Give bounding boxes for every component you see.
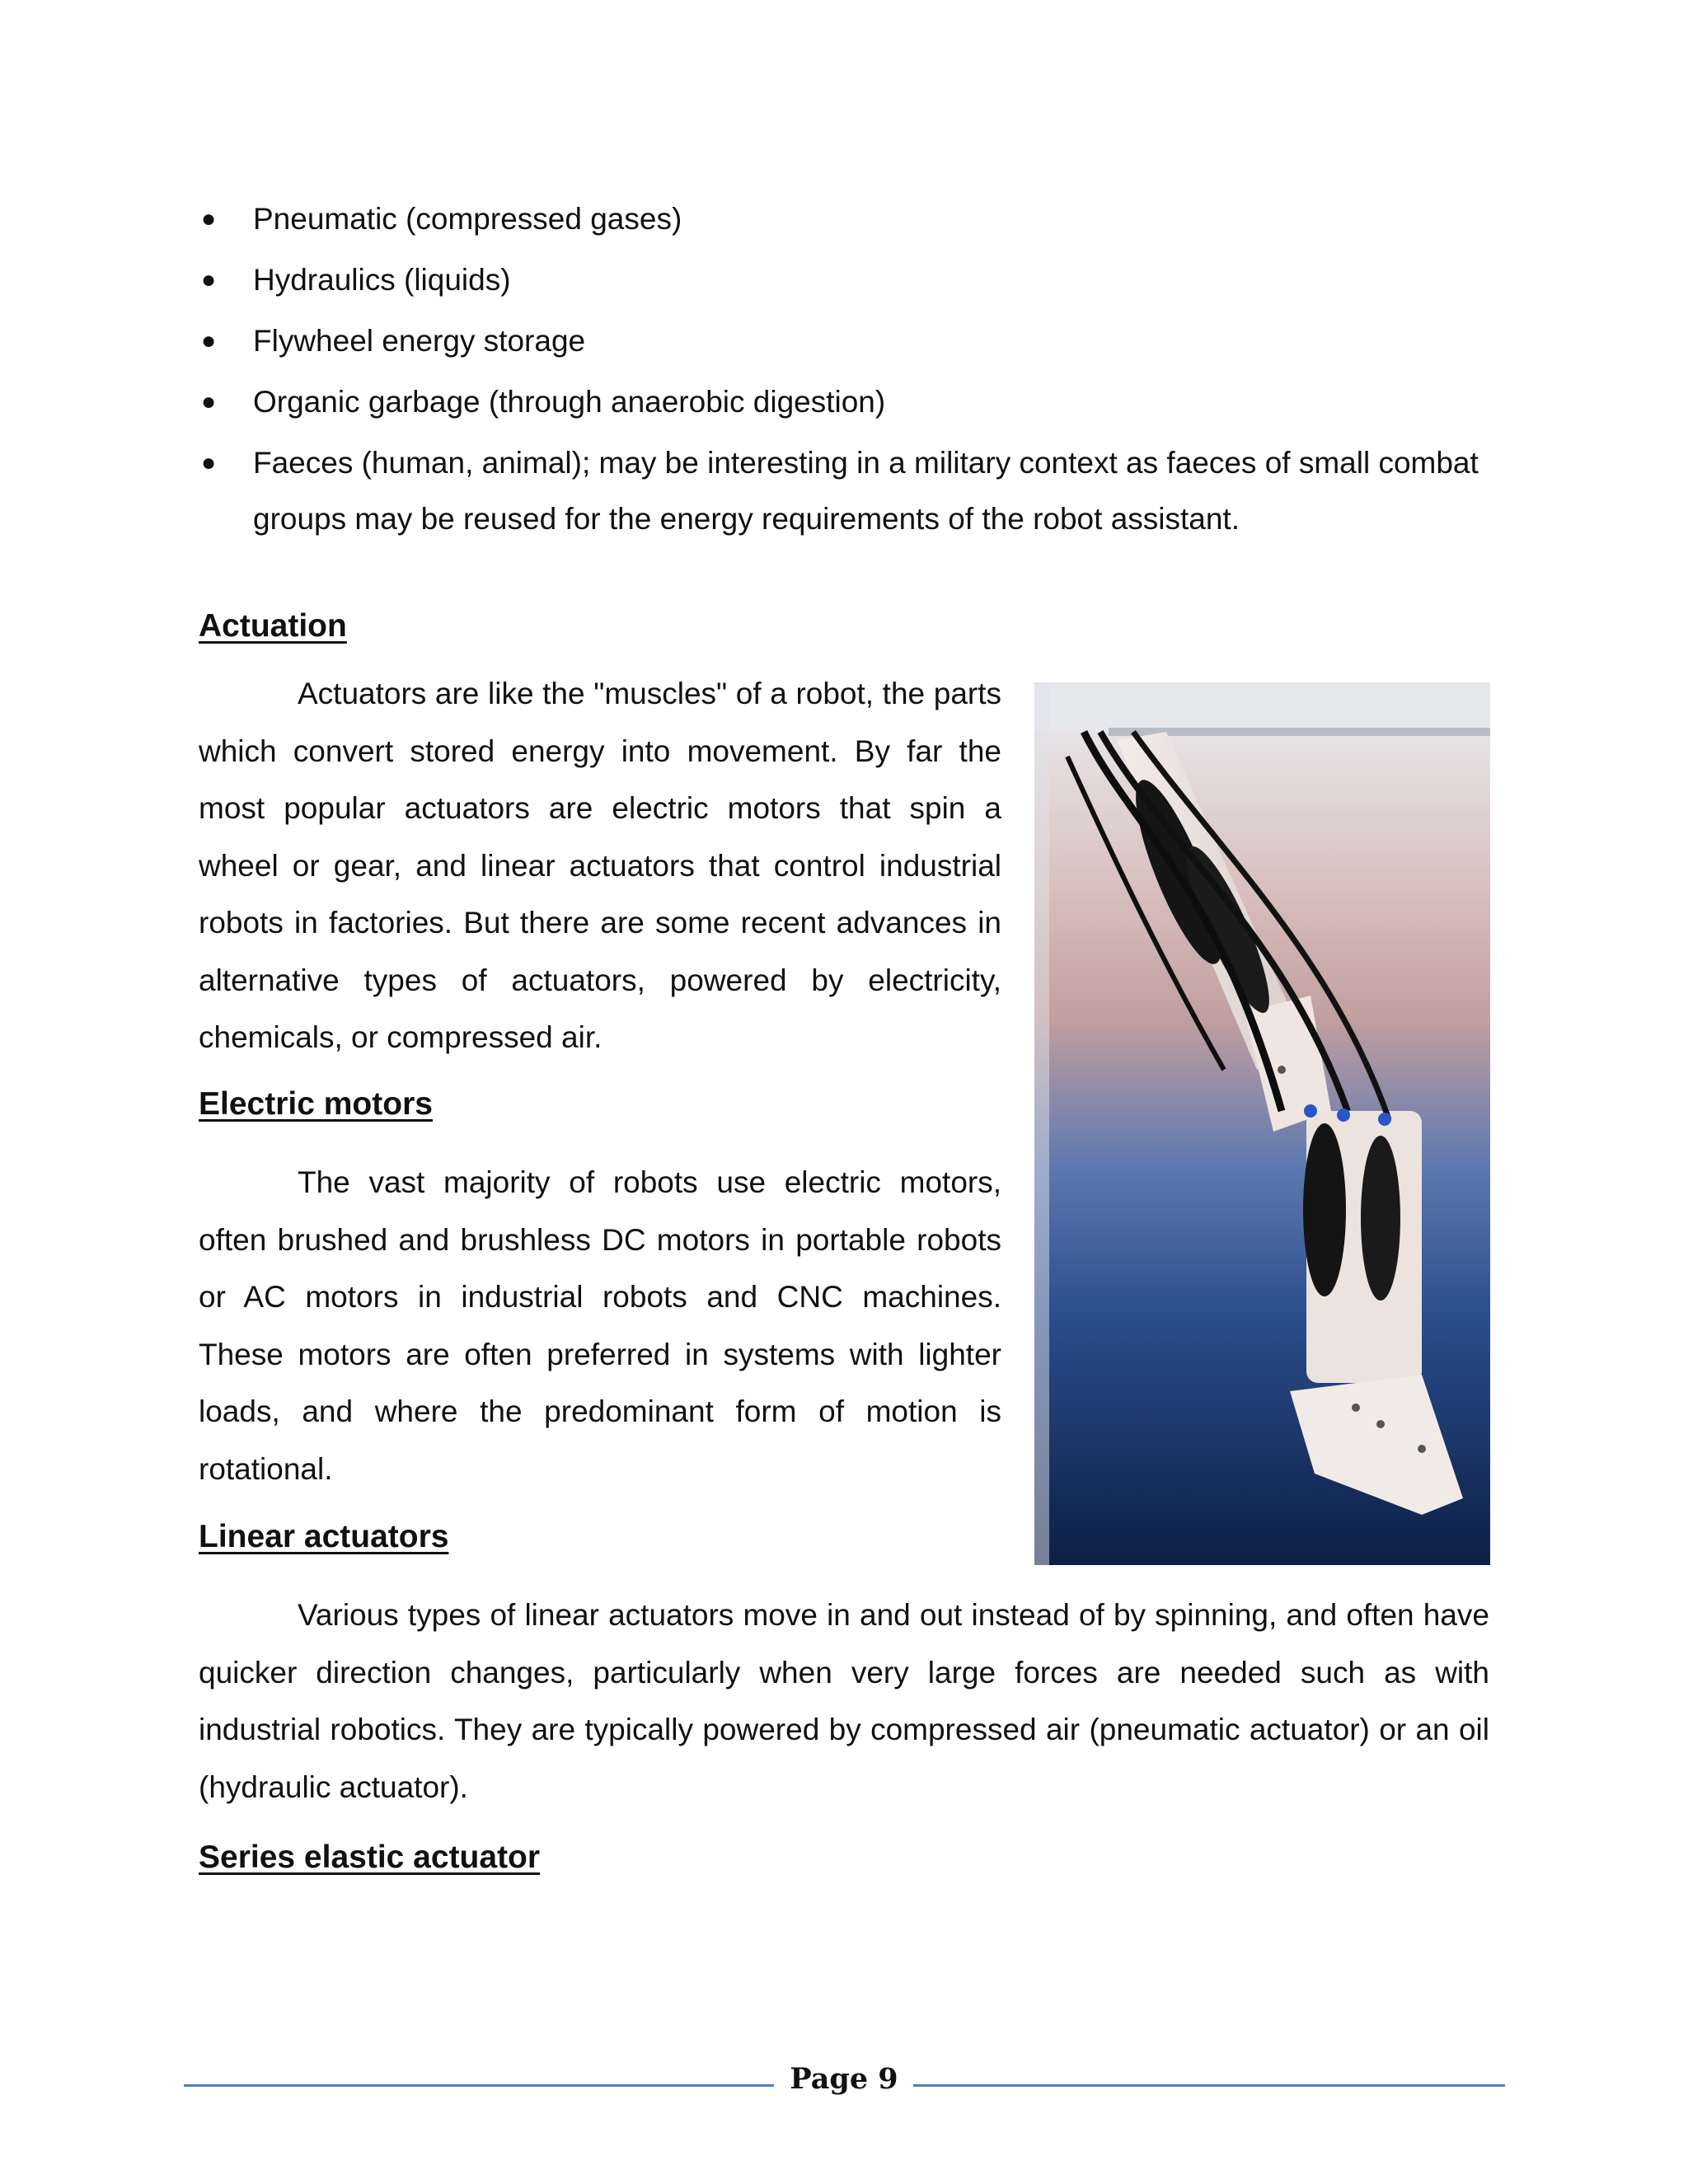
section-heading-linear-actuators: Linear actuators [199, 1519, 449, 1554]
section-heading-series-elastic-actuator: Series elastic actuator [199, 1840, 541, 1875]
bullet-icon: ● [201, 327, 217, 354]
robot-leg-illustration [1034, 682, 1490, 1565]
list-item: ● Faeces (human, animal); may be interesting in a military context as faeces of small combat groups may be reused for the energy requirements of the robot assistant. [198, 435, 1492, 547]
pneumatic-muscle [1361, 1136, 1400, 1301]
footer-rule-right [913, 2084, 1505, 2087]
bolt [1418, 1445, 1426, 1453]
robot-leg-photo [1034, 682, 1490, 1565]
bolt [1376, 1420, 1385, 1428]
list-item: ● Flywheel energy storage [198, 313, 1492, 369]
bullet-icon: ● [201, 266, 217, 293]
bullet-icon: ● [201, 205, 217, 232]
section-heading-electric-motors: Electric motors [199, 1086, 433, 1122]
pneumatic-muscle [1303, 1123, 1346, 1296]
electric-motors-paragraph: The vast majority of robots use electric motors, often brushed and brushless DC motors in portable robots or AC motors in industrial robots and CNC machines. These motors are often preferred in systems with lighter loads, and where the predominant form of motion is rotational. [199, 1165, 1001, 1486]
linear-actuators-paragraph: Various types of linear actuators move in and out instead of by spinning, and often have quicker direction changes, particularly when very large forces are needed such as with industrial robotics. They are typically powered by compressed air (pneumatic actuator) or an oil (hydraulic actuator). [199, 1598, 1489, 1804]
footer-rule-left [184, 2084, 774, 2087]
bullet-icon: ● [201, 449, 217, 476]
section-heading-actuation: Actuation [199, 608, 347, 644]
actuation-paragraph: Actuators are like the "muscles" of a robot, the parts which convert stored energy into movement. By far the most popular actuators are electric motors that spin a wheel or gear, and linear actuators that control industrial robots in factories. But there are some recent advances in alternative types of actuators, powered by electricity, chemicals, or compressed air. [199, 677, 1001, 1054]
page-number: Page 9 [790, 2062, 898, 2096]
bolt [1352, 1404, 1360, 1412]
bullet-icon: ● [201, 388, 217, 415]
list-item: ● Pneumatic (compressed gases) [198, 191, 1492, 247]
bolt [1278, 1066, 1286, 1074]
frame-side [1034, 682, 1049, 1565]
frame-top [1034, 682, 1490, 732]
list-item: ● Hydraulics (liquids) [198, 252, 1492, 308]
fitting [1337, 1108, 1350, 1122]
energy-source-list [198, 191, 1492, 552]
fitting [1304, 1104, 1317, 1118]
list-item: ● Organic garbage (through anaerobic digestion) [198, 374, 1492, 430]
fitting [1378, 1113, 1391, 1126]
